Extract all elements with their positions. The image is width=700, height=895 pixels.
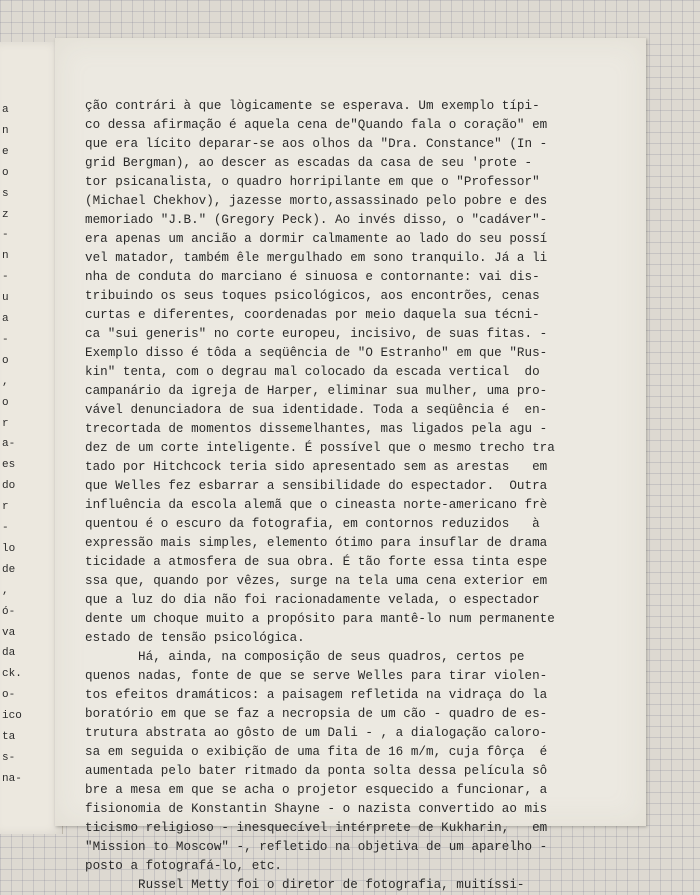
left-page-fragment: a- bbox=[2, 438, 16, 451]
left-page-fragment: - bbox=[2, 333, 9, 346]
text-line: boratório em que se faz a necropsia de um cão - quadro de es- bbox=[85, 707, 548, 721]
typewritten-page bbox=[55, 38, 646, 892]
text-line: (Michael Chekhov), jazesse morto,assassinado pelo pobre e des bbox=[85, 194, 548, 208]
text-line: fisionomia de Konstantin Shayne - o nazista convertido ao mis bbox=[85, 802, 548, 816]
text-line: vável denunciadora de sua identidade. Toda a seqüência é en- bbox=[85, 403, 548, 417]
left-page-fragment: r bbox=[2, 501, 9, 514]
text-line: quenos nadas, fonte de que se serve Welles para tirar violen- bbox=[85, 669, 548, 683]
left-page-fragment: s- bbox=[2, 751, 16, 764]
text-line: grid Bergman), ao descer as escadas da casa de seu 'prote - bbox=[85, 156, 533, 170]
left-page-fragment: s bbox=[2, 187, 9, 200]
text-line: tado por Hitchcock teria sido apresentado sem as arestas em bbox=[85, 460, 548, 474]
left-page-fragment: va bbox=[2, 626, 16, 639]
left-page-fragment: o bbox=[2, 354, 9, 367]
text-line: campanário da igreja de Harper, eliminar sua mulher, uma pro- bbox=[85, 384, 548, 398]
left-page-fragment: ck. bbox=[2, 668, 22, 681]
text-line: Exemplo disso é tôda a seqüência de "O Estranho" em que "Rus- bbox=[85, 346, 548, 360]
text-line: trutura abstrata ao gôsto de um Dali - , a dialogação caloro- bbox=[85, 726, 548, 740]
text-line: ca "sui generis" no corte europeu, incisivo, de suas fitas. - bbox=[85, 327, 548, 341]
left-page-fragment: r bbox=[2, 417, 9, 430]
text-line: co dessa afirmação é aquela cena de"Quando fala o coração" em bbox=[85, 118, 548, 132]
left-page-fragment: ó- bbox=[2, 605, 16, 618]
left-page-fragment: e bbox=[2, 145, 9, 158]
text-line: nha de conduta do marciano é sinuosa e contornante: vai dis- bbox=[85, 270, 540, 284]
left-page-fragment: n bbox=[2, 124, 9, 137]
left-page-fragment: ta bbox=[2, 731, 16, 743]
left-page-fragment: a bbox=[2, 313, 9, 325]
text-line: vel matador, também êle mergulhado em sono tranquilo. Já a li bbox=[85, 251, 548, 265]
text-line: dez de um corte inteligente. É possível que o mesmo trecho tra bbox=[85, 441, 555, 455]
text-line: sa em seguida o exibição de uma fita de 16 m/m, cuja fôrça é bbox=[85, 745, 548, 759]
text-line: ção contrári à que lògicamente se esperava. Um exemplo típi- bbox=[85, 99, 540, 113]
text-line: bre a mesa em que se acha o projetor esquecido a funcionar, a bbox=[85, 783, 548, 797]
text-line: quentou é o escuro da fotografia, em contornos reduzidos à bbox=[85, 517, 540, 531]
text-line: aumentada pelo bater ritmado da ponta solta dessa película sô bbox=[85, 764, 548, 778]
text-line: influência da escola alemã que o cineasta norte-americano frè bbox=[85, 498, 548, 512]
left-page-fragment: o bbox=[2, 166, 9, 179]
text-line: expressão mais simples, elemento ótimo para insuflar de drama bbox=[85, 536, 548, 550]
left-page-fragment: z bbox=[2, 208, 9, 221]
text-line: tribuindo os seus toques psicológicos, aos encontrões, cenas bbox=[85, 289, 540, 303]
text-line: dente um choque muito a propósito para mantê-lo num permanente bbox=[85, 612, 555, 626]
text-line: era apenas um ancião a dormir calmamente ao lado do seu possí bbox=[85, 232, 548, 246]
text-line: que Welles fez esbarrar a sensibilidade do espectador. Outra bbox=[85, 479, 548, 493]
left-page-fragment: , bbox=[2, 375, 9, 388]
left-page-fragment: a bbox=[2, 104, 9, 116]
text-line: memoriado "J.B." (Gregory Peck). Ao invés disso, o "cadáver"- bbox=[85, 213, 548, 227]
left-page-fragment: - bbox=[2, 522, 9, 534]
text-line: ssa que, quando por vêzes, surge na tela uma cena exterior em bbox=[85, 574, 548, 588]
page-text bbox=[85, 97, 625, 895]
left-page-fragment: n bbox=[2, 250, 9, 263]
left-page-fragment: - bbox=[2, 271, 9, 284]
left-page-fragment: es bbox=[2, 459, 16, 472]
left-page-fragment: ico bbox=[2, 710, 22, 723]
left-page-fragment: o- bbox=[2, 689, 16, 702]
text-line: tor psicanalista, o quadro horripilante em que o "Professor" bbox=[85, 175, 540, 189]
left-page-fragment: do bbox=[2, 480, 16, 493]
left-page-fragment: lo bbox=[2, 542, 16, 555]
text-line: que era lícito deparar-se aos olhos da "Dra. Constance" (In - bbox=[85, 137, 548, 151]
left-page-fragment: - bbox=[2, 229, 9, 242]
left-page-fragment: o bbox=[2, 396, 9, 409]
text-line: Russel Metty foi o diretor de fotografia, muitíssi- bbox=[85, 878, 525, 892]
left-page-fragment: , bbox=[2, 584, 9, 597]
text-line: ticidade a atmosfera de sua obra. É tão forte essa tinta espe bbox=[85, 555, 548, 569]
text-line: trecortada de momentos dissemelhantes, mas ligados pela agu - bbox=[85, 422, 548, 436]
left-page-fragment: de bbox=[2, 563, 16, 576]
text-line: posto a fotografá-lo, etc. bbox=[85, 859, 283, 873]
left-facing-page bbox=[0, 42, 63, 834]
left-page-fragment: na- bbox=[2, 772, 22, 785]
text-line: ticismo religioso - inesquecível intérprete de Kukharin, em bbox=[85, 821, 548, 835]
text-line: kin" tenta, com o degrau mal colocado da escada vertical do bbox=[85, 365, 540, 379]
text-line: estado de tensão psicológica. bbox=[85, 631, 305, 645]
left-page-fragment: da bbox=[2, 647, 16, 660]
text-line: tos efeitos dramáticos: a paisagem refletida na vidraça do la bbox=[85, 688, 548, 702]
text-line: Há, ainda, na composição de seus quadros, certos pe bbox=[85, 650, 525, 664]
left-page-fragment: u bbox=[2, 292, 9, 305]
text-line: "Mission to Moscow" -, refletido na objetiva de um aparelho - bbox=[85, 840, 548, 854]
text-line: curtas e diferentes, coordenadas por meio daquela sua técni- bbox=[85, 308, 540, 322]
text-line: que a luz do dia não foi racionadamente velada, o espectador bbox=[85, 593, 540, 607]
